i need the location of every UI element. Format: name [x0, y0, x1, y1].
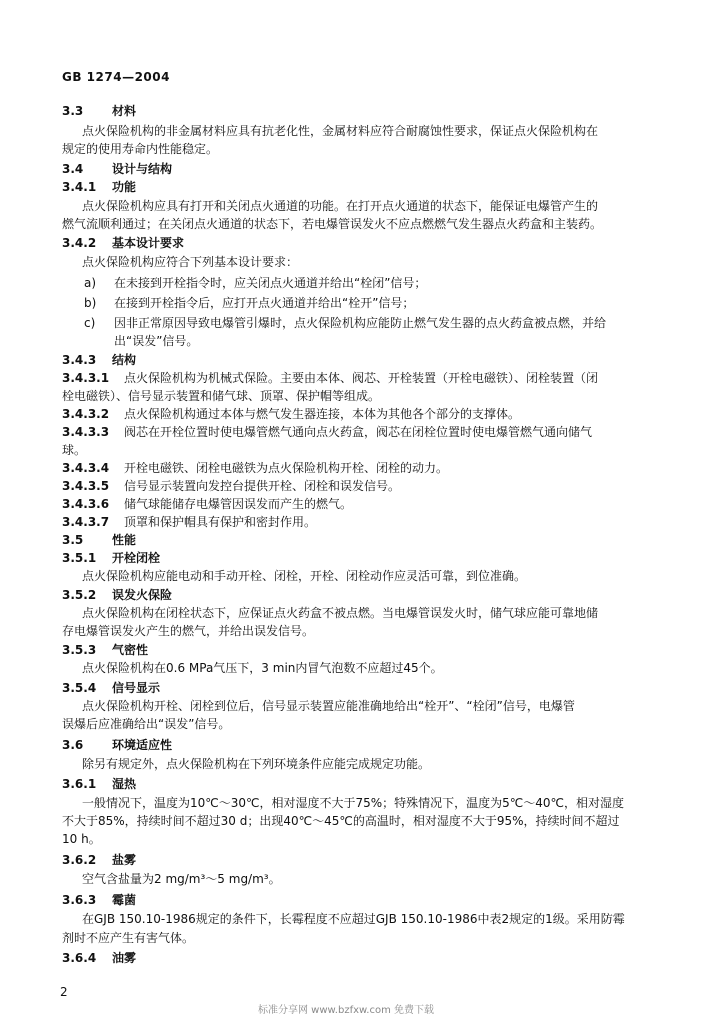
paragraph-line: 规定的使用寿命内性能稳定。 [62, 142, 219, 156]
list-marker: c) [84, 316, 96, 330]
section-heading-3-6-3 [62, 893, 136, 907]
section-number: 3.6.3 [62, 893, 97, 907]
paragraph-line: 点火保险机构在0.6 MPa气压下，3 min内冒气泡数不应超过45个。 [82, 661, 443, 675]
list-item [84, 296, 414, 310]
paragraph-line: 10 h。 [62, 832, 101, 846]
paragraph-line: 点火保险机构在闭栓状态下，应保证点火药盒不被点燃。当电爆管误发火时，储气球应能可靠地储 [82, 606, 599, 620]
section-heading-3-6 [62, 738, 172, 752]
clause-number: 3.4.3.1 [62, 371, 110, 385]
clause-number: 3.4.3.7 [62, 515, 110, 529]
section-title: 性能 [112, 533, 137, 547]
paragraph-line: 误爆后应准确给出“误发”信号。 [62, 717, 231, 731]
list-text: 因非正常原因导致电爆管引爆时，点火保险机构应能防止燃气发生器的点火药盒被点燃，并给 [114, 316, 607, 330]
section-number: 3.6.1 [62, 777, 97, 791]
section-number: 3.3 [62, 104, 84, 118]
clause-3-4-3-7 [62, 515, 316, 529]
section-title: 功能 [112, 180, 137, 194]
section-title: 油雾 [112, 951, 137, 965]
paragraph-line: 一般情况下，温度为10℃～30℃，相对湿度不大于75%；特殊情况下，温度为5℃～40℃，相对湿度 [82, 796, 625, 810]
watermark: 标准分享网 www.bzfxw.com 免费下载 [258, 1005, 434, 1016]
section-title: 开栓闭栓 [112, 551, 161, 565]
clause-3-4-3-6 [62, 497, 352, 511]
section-title: 环境适应性 [112, 738, 173, 752]
section-heading-3-5-3 [62, 643, 148, 657]
section-heading-3-4-1 [62, 180, 136, 194]
section-number: 3.6 [62, 738, 84, 752]
paragraph-line: 点火保险机构应符合下列基本设计要求： [82, 255, 299, 269]
clause-text: 信号显示装置向发控台提供开栓、闭栓和误发信号。 [124, 479, 401, 493]
clause-3-4-3-2 [62, 407, 520, 421]
list-item [84, 316, 606, 330]
section-title: 基本设计要求 [112, 236, 185, 250]
page-number: 2 [60, 985, 68, 999]
section-number: 3.4.3 [62, 353, 97, 367]
clause-text: 点火保险机构通过本体与燃气发生器连接，本体为其他各个部分的支撑体。 [124, 407, 521, 421]
clause-text: 阀芯在开栓位置时使电爆管燃气通向点火药盒，阀芯在闭栓位置时使电爆管燃气通向储气 [124, 425, 593, 439]
section-title: 材料 [112, 104, 137, 118]
paragraph-line: 在GJB 150.10-1986规定的条件下，长霉程度不应超过GJB 150.10-1986中表2规定的1级。采用防霉 [82, 912, 625, 926]
clause-3-4-3-3 [62, 425, 592, 439]
section-number: 3.6.4 [62, 951, 97, 965]
paragraph-line: 点火保险机构开栓、闭栓到位后，信号显示装置应能准确地给出“栓开”、“栓闭”信号，电爆管 [82, 699, 575, 713]
clause-text: 顶罩和保护帽具有保护和密封作用。 [124, 515, 317, 529]
paragraph-line: 空气含盐量为2 mg/m³～5 mg/m³。 [82, 872, 281, 886]
clause-number: 3.4.3.3 [62, 425, 110, 439]
section-heading-3-5-4 [62, 681, 160, 695]
section-heading-3-5-2 [62, 588, 172, 602]
clause-3-4-3-1 [62, 371, 598, 385]
section-number: 3.6.2 [62, 853, 97, 867]
list-text-continued: 出“误发”信号。 [114, 334, 199, 348]
paragraph-line: 剂时不应产生有害气体。 [62, 931, 195, 945]
section-heading-3-6-2 [62, 853, 136, 867]
section-title: 霉菌 [112, 893, 137, 907]
section-heading-3-6-4 [62, 951, 136, 965]
section-number: 3.4.1 [62, 180, 97, 194]
standard-code-header: GB 1274—2004 [62, 70, 170, 84]
section-title: 误发火保险 [112, 588, 173, 602]
section-heading-3-5-1 [62, 551, 160, 565]
section-title: 盐雾 [112, 853, 137, 867]
list-marker: b) [84, 296, 97, 310]
paragraph-line: 燃气流顺利通过；在关闭点火通道的状态下，若电爆管误发火不应点燃燃气发生器点火药盒和主装药。 [62, 217, 603, 231]
section-number: 3.5.3 [62, 643, 97, 657]
clause-number: 3.4.3.6 [62, 497, 110, 511]
section-heading-3-5 [62, 533, 136, 547]
section-title: 信号显示 [112, 681, 161, 695]
section-number: 3.5.2 [62, 588, 97, 602]
section-title: 湿热 [112, 777, 137, 791]
section-number: 3.4.2 [62, 236, 97, 250]
section-number: 3.5 [62, 533, 84, 547]
clause-number: 3.4.3.2 [62, 407, 110, 421]
section-title: 设计与结构 [112, 162, 173, 176]
paragraph-line: 不大于85%，持续时间不超过30 d；出现40℃～45℃的高温时，相对湿度不大于95%，持续时间不超过 [62, 814, 620, 828]
paragraph-line: 除另有规定外，点火保险机构在下列环境条件应能完成规定功能。 [82, 757, 431, 771]
clause-text: 开栓电磁铁、闭栓电磁铁为点火保险机构开栓、闭栓的动力。 [124, 461, 449, 475]
clause-text: 点火保险机构为机械式保险。主要由本体、阀芯、开栓装置（开栓电磁铁）、闭栓装置（闭 [124, 371, 599, 385]
section-heading-3-4-3 [62, 353, 136, 367]
list-text: 在未接到开栓指令时，应关闭点火通道并给出“栓闭”信号； [114, 276, 427, 290]
section-number: 3.5.4 [62, 681, 97, 695]
paragraph-line: 存电爆管误发火产生的燃气，并给出误发信号。 [62, 624, 315, 638]
clause-3-4-3-5 [62, 479, 400, 493]
section-heading-3-4-2 [62, 236, 184, 250]
section-number: 3.5.1 [62, 551, 97, 565]
list-marker: a) [84, 276, 97, 290]
section-title: 结构 [112, 353, 137, 367]
list-item [84, 276, 426, 290]
clause-number: 3.4.3.4 [62, 461, 110, 475]
section-heading-3-3 [62, 104, 136, 118]
section-heading-3-4 [62, 162, 172, 176]
paragraph-line: 球。 [62, 443, 87, 457]
paragraph-line: 点火保险机构应具有打开和关闭点火通道的功能。在打开点火通道的状态下，能保证电爆管产生的 [82, 199, 599, 213]
clause-3-4-3-4 [62, 461, 448, 475]
section-number: 3.4 [62, 162, 84, 176]
section-heading-3-6-1 [62, 777, 136, 791]
paragraph-line: 点火保险机构的非金属材料应具有抗老化性，金属材料应符合耐腐蚀性要求，保证点火保险机构在 [82, 124, 599, 138]
section-title: 气密性 [112, 643, 149, 657]
paragraph-line: 栓电磁铁）、信号显示装置和储气球、顶罩、保护帽等组成。 [62, 389, 381, 403]
paragraph-line: 点火保险机构应能电动和手动开栓、闭栓，开栓、闭栓动作应灵活可靠，到位准确。 [82, 569, 527, 583]
list-text: 在接到开栓指令后，应打开点火通道并给出“栓开”信号； [114, 296, 415, 310]
clause-text: 储气球能储存电爆管因误发而产生的燃气。 [124, 497, 353, 511]
clause-number: 3.4.3.5 [62, 479, 110, 493]
